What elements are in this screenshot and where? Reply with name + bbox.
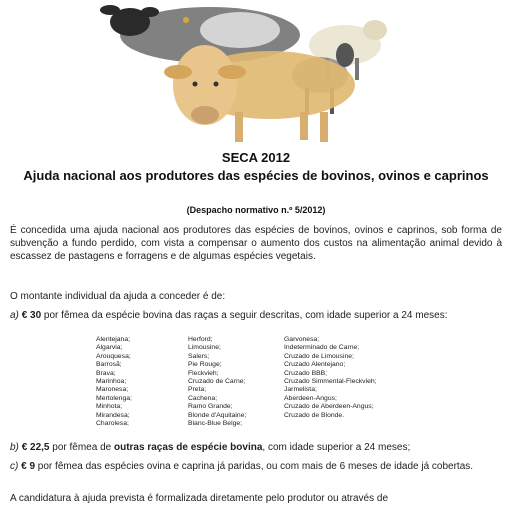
item-b-mid: por fêmea de [49, 442, 114, 453]
page-subtitle: Ajuda nacional aos produtores das espécies de bovinos, ovinos e caprinos [23, 168, 489, 183]
item-a-prefix: a) [10, 310, 19, 321]
breed-item: Barrosã; [96, 361, 122, 369]
item-c-prefix: c) [10, 461, 19, 472]
livestock-illustration [0, 0, 512, 150]
item-b-bold: outras raças de espécie bovina [113, 442, 263, 453]
item-a-amount: € 30 [21, 310, 42, 321]
intro-paragraph: É concedida uma ajuda nacional aos produtores das espécies de bovinos, ovinos e caprinos, sob forma de subvenção a fundo perdido, com vista a compensar o aumento dos custos na alimentação animal devido à escassez de pastagens e forragens e de algumas espécies vegetais. [10, 225, 502, 262]
breed-item: Cruzado Simmental-Fleckvieh; [284, 378, 377, 386]
breed-item: Minhota; [96, 403, 123, 411]
breed-item: Preta; [188, 386, 207, 394]
breed-column-1 [96, 336, 132, 428]
breed-item: Alentejana; [96, 336, 131, 343]
breed-item: Fleckvieh; [188, 369, 219, 377]
item-c-text: por fêmea das espécies ovina e caprina já paridas, ou com mais de 6 meses de idade já cobertas. [35, 461, 474, 472]
breed-item: Ramo Grande; [188, 403, 233, 411]
breed-item: Cruzado Alentejano; [284, 361, 346, 369]
breed-item: Blonde d'Aquitaine; [188, 411, 247, 419]
breed-item: Herford; [188, 336, 213, 343]
breed-item: Pie Rouge; [188, 361, 222, 369]
breed-item: Cachena; [188, 394, 218, 402]
breed-item: Mertolenga; [96, 394, 132, 402]
despacho-reference: (Despacho normativo n.º 5/2012) [186, 205, 326, 215]
item-a [10, 309, 502, 322]
breed-item: Limousine; [188, 344, 221, 352]
breed-item: Aberdeen-Angus; [284, 394, 337, 402]
breed-item: Cruzado de Limousine; [284, 352, 354, 360]
breed-column-3 [284, 336, 377, 420]
item-b-amount: € 22,5 [21, 442, 50, 453]
item-a-text: por fêmea da espécie bovina das raças a seguir descritas, com idade superior a 24 meses: [41, 310, 448, 321]
breed-item: Salers; [188, 352, 210, 360]
item-b [10, 441, 502, 454]
breed-item: Garvonesa; [284, 336, 320, 343]
amount-intro: O montante individual da ajuda a conceder é de: [10, 291, 226, 302]
breed-item: Indeterminado de Carne; [284, 344, 360, 352]
tan-cow-icon [164, 45, 355, 142]
breed-item: Algarvia; [96, 344, 123, 352]
item-b-prefix: b) [10, 442, 19, 453]
item-c-amount: € 9 [21, 461, 36, 472]
breed-item: Cruzado BBB; [284, 369, 328, 377]
breed-item: Arouquesa; [96, 352, 131, 360]
breed-item: Brava; [96, 369, 116, 377]
breed-item: Blanc-Blue Belge; [188, 420, 243, 428]
candidatura-paragraph: A candidatura à ajuda prevista é formalizada diretamente pelo produtor ou através de [10, 493, 389, 504]
breed-item: Maronesa; [96, 386, 129, 394]
item-c [10, 460, 502, 473]
breed-item: Cruzado de Blonde. [284, 411, 345, 419]
breed-item: Jarmelista; [284, 386, 317, 394]
breed-item: Cruzado de Aberdeen-Angus; [284, 403, 374, 411]
breed-item: Mirandesa; [96, 411, 130, 419]
breed-column-2 [188, 336, 246, 428]
page-title: SECA 2012 [221, 150, 291, 165]
breed-item: Marinhoa; [96, 378, 127, 386]
breed-item: Charolesa; [96, 420, 129, 428]
item-b-text: , com idade superior a 24 meses; [262, 442, 411, 453]
breed-item: Cruzado de Carne; [188, 378, 246, 386]
